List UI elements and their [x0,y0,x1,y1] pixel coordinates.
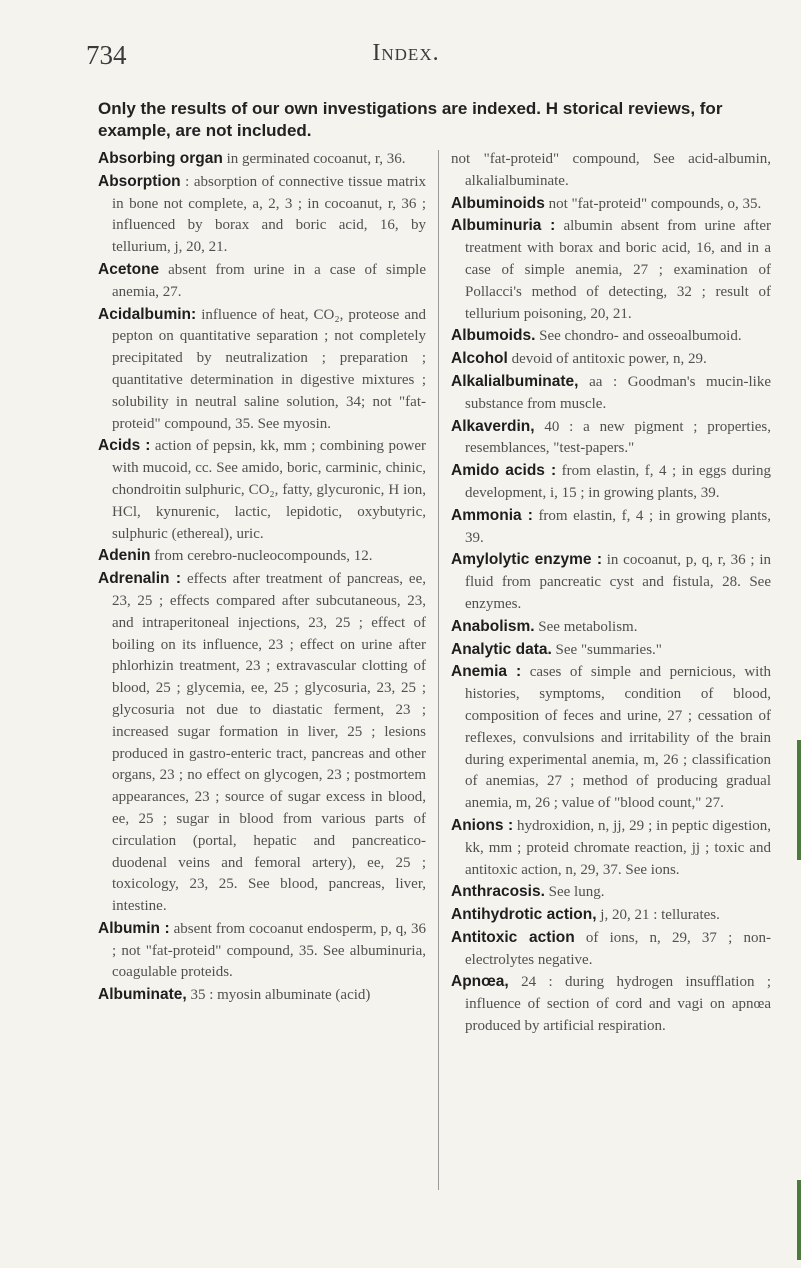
index-term: Apnœa, [451,973,509,991]
index-entry [451,371,771,416]
index-term: Albumin : [98,919,170,937]
index-term: Albuminoids [451,194,545,212]
index-entry [98,304,426,436]
index-entry-text: from elastin, f, 4 ; in growing plants, 39. [465,507,771,546]
index-entry [451,815,771,881]
index-entry [451,639,771,662]
running-title: Index. [372,40,440,66]
page-edge-mark [797,1180,801,1260]
index-entry-text: 40 : a new pigment ; properties, resemblances, "test-papers." [465,418,771,457]
column-divider [438,150,439,1190]
index-term: Adrenalin : [98,570,182,588]
index-term: Anions : [451,816,514,834]
index-entry [98,984,426,1007]
index-entry [451,148,771,193]
index-entry-text: effects after treatment of pancreas, ee, 23, 25 ; effects compared after subcutaneous, 23, and intraperitoneal injections, 23, 25 ; effect of boiling on its influence, 23 ; effect on urine after phlorhizin treatment, 23 ; extravascular clotting of blood, 25 ; glycemia, ee, 25 ; glycosuria, 23, 25 ; glycosuria not due to diastatic ferment, 23 ; increased sugar formation in liver, 25 ; lesions produced in gastro-enteric tract, pancreas and other organs, 23 ; no effect on glycogen, 23 ; postmortem appearances, 23 ; source of sugar excess in blood, ee, 25 ; sugar in blood from various parts of circulation (portal, hepatic and pancreatico-duodenal veins and femoral artery), ee, 25 ; toxicology, 23, 25. See blood, pancreas, liver, intestine. [112,571,426,915]
index-entry-text: not "fat-proteid" compound, See acid-albumin, alkalialbuminate. [451,151,771,189]
page-edge-mark [797,740,801,860]
index-term: Albuminate, [98,986,187,1004]
index-entry [451,661,771,815]
index-entry-text: from cerebro-nucleocompounds, 12. [150,548,373,565]
index-entry [451,416,771,461]
index-entry-text: albumin absent from urine after treatment with borax and boric acid, 16, and in a case of simple anemia, 27 ; examination of Pollacci's method of detecting, 32 ; result of tellurium poisoning, 20, 21. [465,218,771,322]
index-term: Alkalialbuminate, [451,372,579,390]
index-note: Only the results of our own investigations are indexed. H storical reviews, for example, are not included. [98,99,723,140]
index-entry-text: of ions, n, 29, 37 ; non-electrolytes negative. [465,929,771,968]
index-term: Alkaverdin, [451,417,535,435]
index-entry [451,927,771,972]
index-entry [451,193,771,216]
index-entry-text: absent from urine in a case of simple anemia, 27. [112,261,426,300]
index-entry [451,881,771,904]
index-term: Antitoxic action [451,928,575,946]
page-header [86,38,726,78]
index-entry [451,460,771,505]
index-entry [98,171,426,259]
index-term: Antihydrotic action, [451,906,597,924]
page-number: 734 [86,40,127,70]
index-term: Albumoids. [451,327,536,345]
index-entry [451,505,771,550]
index-entry [98,259,426,304]
index-entry-text: hydroxidion, n, jj, 29 ; in peptic digestion, kk, mm ; proteid chromate reaction, jj ; toxic and antitoxic action, n, 29, 37. See ions. [465,817,771,878]
index-entry-text: : absorption of connective tissue matrix in bone not complete, a, 2, 3 ; in cocoanut, r, 36 ; influenced by borax and boric acid, 16, by tellurium, j, 20, 21. [112,173,426,256]
index-entry [98,568,426,918]
index-term: Ammonia : [451,506,533,524]
index-entry-text: See chondro- and osseoalbumoid. [535,328,742,345]
index-column-right [451,148,771,1038]
index-entry-text: devoid of antitoxic power, n, 29. [507,351,707,368]
index-entry-text: from elastin, f, 4 ; in eggs during development, i, 15 ; in growing plants, 39. [465,463,771,501]
index-entry-text: in cocoanut, p, q, r, 36 ; in fluid from pancreatic cyst and fistula, 28. See enzymes. [465,552,771,612]
index-term: Alcohol [451,350,508,368]
index-entry [98,148,426,171]
index-entry-text: absent from cocoanut endosperm, p, q, 36 ; not "fat-proteid" compound, 35. See albuminuria, coagulable proteids. [112,920,427,981]
index-term: Anthracosis. [451,883,545,901]
index-term: Acetone [98,260,160,278]
index-entry [451,549,771,615]
index-entry [451,348,771,371]
index-term: Absorption [98,172,181,190]
index-entry-text: action of pepsin, kk, mm ; combining power with mucoid, cc. See amido, boric, carminic, chinic, chondroitin sulphuric, CO₂, fatty, glycuronic, H ion, HCl, kynurenic, lactic, lepidotic, oxybutyric, sulphuric (ethereal), uric. [112,438,426,542]
index-entry-text: influence of heat, CO₂, proteose and pepton on quantitative separation ; not completely precipitated by neutralization ; preparation ; quantitative determination in digestive mixtures ; solubility in neutral saline solution, 34; not "fat-proteid" compound, 35. See myosin. [112,306,426,432]
index-entry-text: cases of simple and pernicious, with histories, symptoms, condition of blood, composition of feces and urine, 27 ; cessation of reflexes, convulsions and irritability of the brain during experimental anemia, m, 26 ; classification of anemias, 27 ; method of producing gradual anemia, m, 26 ; value of "blood count," 27. [465,664,772,812]
index-entry-text: j, 20, 21 : tellurates. [596,907,720,924]
index-entry-text: See lung. [544,884,605,901]
index-entry-text: 24 : during hydrogen insufflation ; influence of section of cord and vagi on apnœa produced by artificial respiration. [465,974,771,1035]
index-term: Amylolytic enzyme : [451,551,603,569]
index-term: Adenin [98,547,151,565]
index-entry-text: aa : Goodman's mucin-like substance from muscle. [465,373,771,412]
index-entry [451,325,771,348]
index-entry-text: not "fat-proteid" compounds, o, 35. [544,195,762,212]
index-entry-text: See "summaries." [551,641,662,658]
index-term: Anabolism. [451,617,535,635]
index-entry [451,215,771,325]
index-term: Absorbing organ [98,150,223,167]
index-term: Albuminuria : [451,217,556,235]
index-entry-text: See metabolism. [534,618,638,635]
index-entry [451,971,771,1037]
index-term: Anemia : [451,663,522,681]
index-column-left [98,148,426,1007]
index-entry [451,616,771,639]
index-entry [98,545,426,568]
index-term: Acidalbumin: [98,305,197,323]
index-entry [98,435,426,545]
index-term: Acids : [98,437,151,455]
index-entry-text: in germinated cocoanut, r, 36. [222,151,406,167]
index-term: Amido acids : [451,462,557,480]
index-entry-text: 35 : myosin albuminate (acid) [186,987,371,1004]
index-entry [98,918,426,984]
index-term: Analytic data. [451,640,552,658]
index-entry [451,904,771,927]
